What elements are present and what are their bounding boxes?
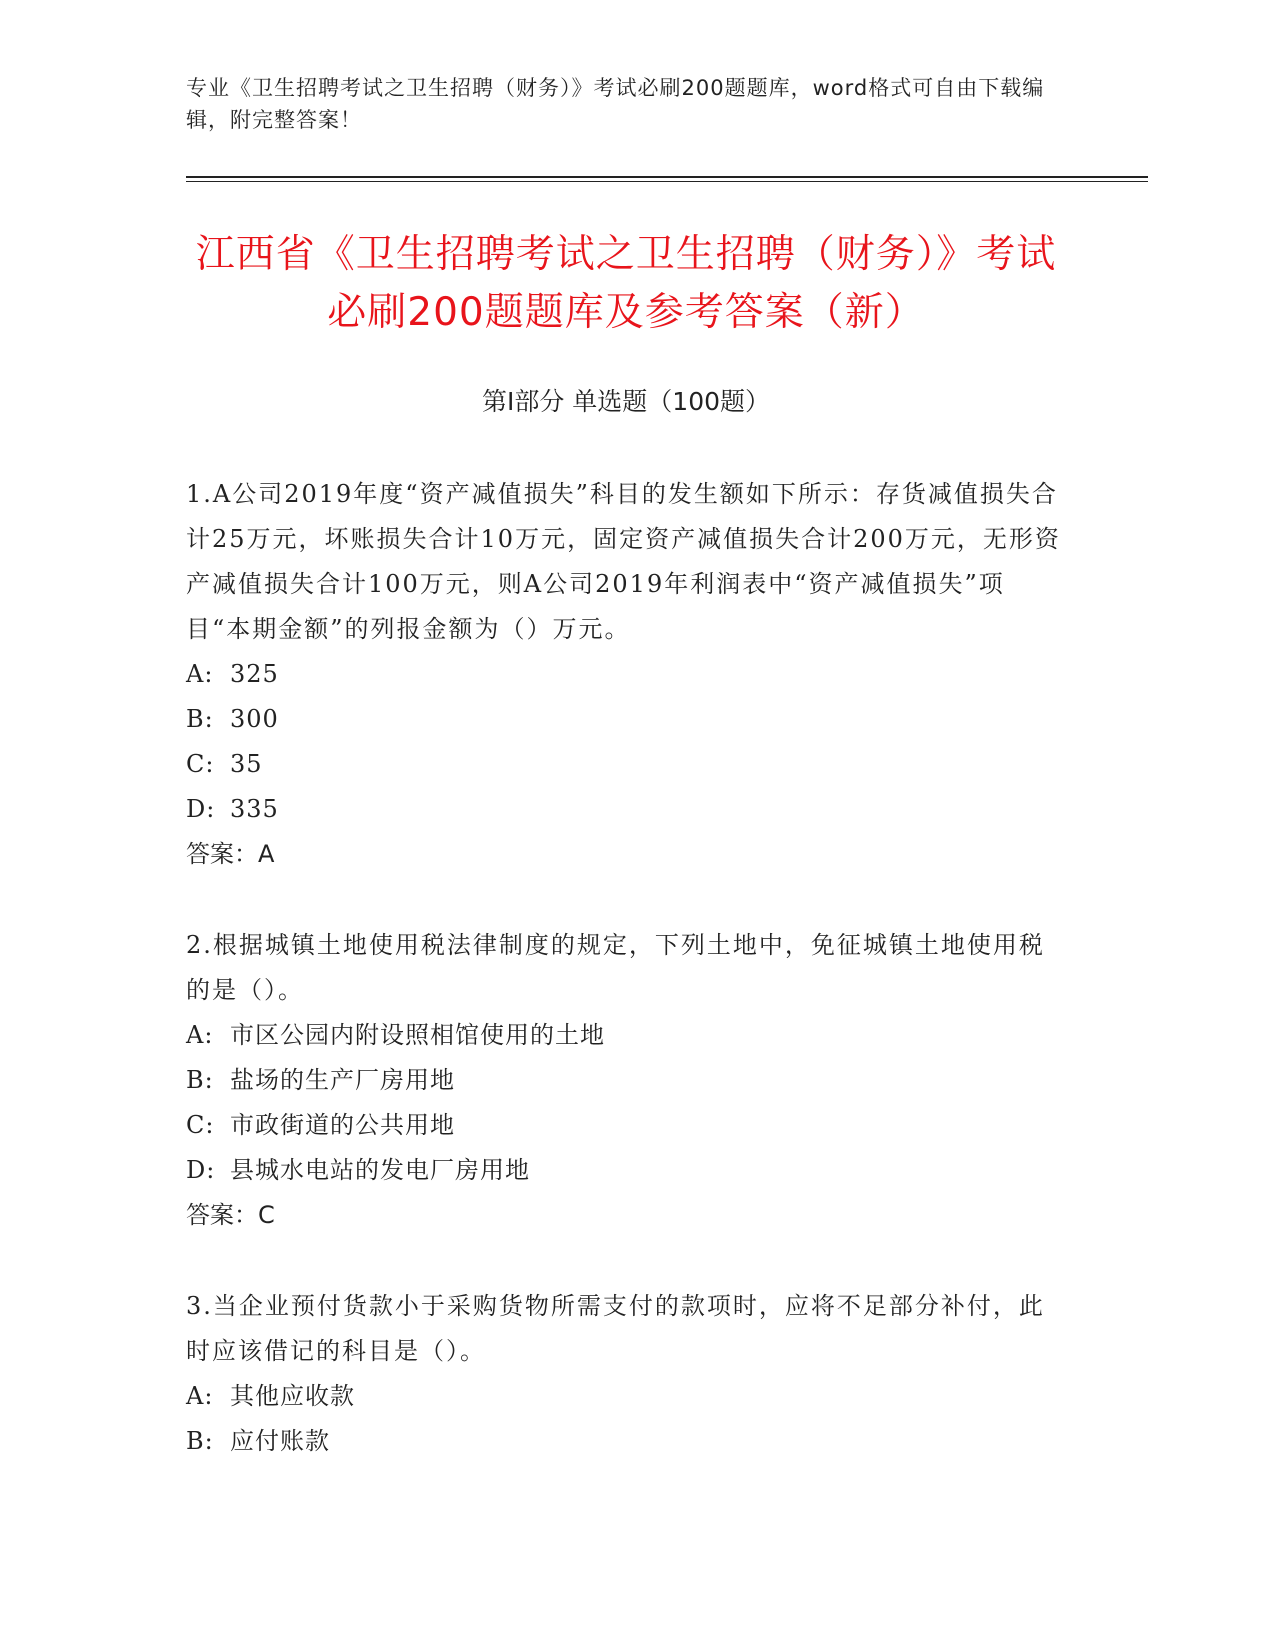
option-text: 335 <box>230 795 279 823</box>
question-list <box>186 472 1066 1510</box>
option-text: 35 <box>230 750 263 778</box>
option-text: 其他应收款 <box>230 1382 355 1410</box>
option-d <box>186 787 1066 832</box>
answer-line: 答案：A <box>186 840 275 868</box>
answer-line: 答案：C <box>186 1201 275 1229</box>
option-b <box>186 1058 1066 1103</box>
option-text: 县城水电站的发电厂房用地 <box>230 1156 530 1184</box>
option-c <box>186 1103 1066 1148</box>
option-text: 市区公园内附设照相馆使用的土地 <box>230 1021 605 1049</box>
question-1 <box>186 472 1066 877</box>
option-key: D: <box>186 795 216 823</box>
option-text: 盐场的生产厂房用地 <box>230 1066 455 1094</box>
option-d <box>186 1148 1066 1193</box>
option-a <box>186 1013 1066 1058</box>
option-key: B: <box>186 1427 214 1455</box>
option-key: C: <box>186 750 215 778</box>
option-b <box>186 697 1066 742</box>
option-key: A: <box>186 1382 214 1410</box>
question-stem: 2.根据城镇土地使用税法律制度的规定，下列土地中，免征城镇土地使用税的是（）。 <box>186 931 1045 1004</box>
option-text: 325 <box>230 660 279 688</box>
option-b <box>186 1419 1066 1464</box>
option-key: B: <box>186 705 214 733</box>
option-key: D: <box>186 1156 216 1184</box>
question-2 <box>186 923 1066 1238</box>
question-stem: 1.A公司2019年度“资产减值损失”科目的发生额如下所示：存货减值损失合计25万元，坏账损失合计10万元，固定资产减值损失合计200万元，无形资产减值损失合计100万元，则A公司2019年利润表中“资产减值损失”项目“本期金额”的列报金额为（）万元。 <box>186 480 1061 643</box>
document-title: 江西省《卫生招聘考试之卫生招聘（财务）》考试必刷200题题库及参考答案（新） <box>195 232 1057 335</box>
option-a <box>186 652 1066 697</box>
option-text: 应付账款 <box>230 1427 330 1455</box>
option-c <box>186 742 1066 787</box>
header-note: 专业《卫生招聘考试之卫生招聘（财务）》考试必刷200题题库，word格式可自由下载编辑，附完整答案！ <box>186 76 1045 132</box>
option-key: B: <box>186 1066 214 1094</box>
option-key: A: <box>186 1021 214 1049</box>
option-text: 市政街道的公共用地 <box>230 1111 455 1139</box>
header-rule-thick <box>186 176 1148 178</box>
option-a <box>186 1374 1066 1419</box>
question-3 <box>186 1284 1066 1464</box>
option-key: C: <box>186 1111 215 1139</box>
header-rule-thin <box>186 181 1148 182</box>
option-key: A: <box>186 660 214 688</box>
option-text: 300 <box>230 705 279 733</box>
question-stem: 3.当企业预付货款小于采购货物所需支付的款项时，应将不足部分补付，此时应该借记的科目是（）。 <box>186 1292 1045 1365</box>
section-title: 第Ⅰ部分 单选题（100题） <box>481 387 771 416</box>
